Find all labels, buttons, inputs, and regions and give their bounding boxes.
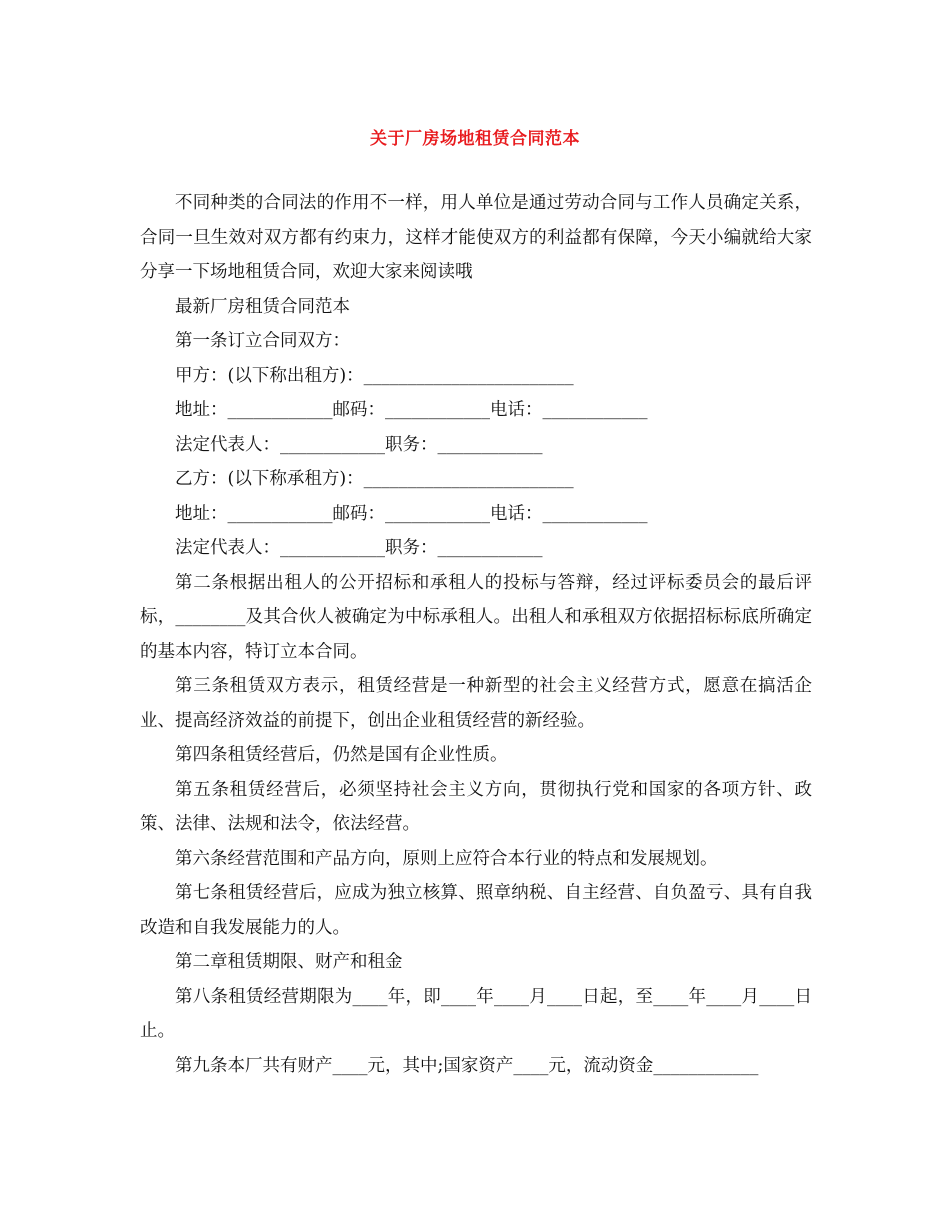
paragraph-article-6: 第六条经营范围和产品方向，原则上应符合本行业的特点和发展规划。 [175,848,718,869]
paragraph-article-7: 第七条租赁经营后，应成为独立核算、照章纳税、自主经营、自负盈亏、具有自我改造和自我发展能力的人。 [140,883,812,938]
paragraph-party-a: 甲方：(以下称出租方)：________________________ [175,365,574,386]
paragraph-article-4: 第四条租赁经营后，仍然是国有企业性质。 [175,745,508,765]
paragraph-article-5: 第五条租赁经营后，必须坚持社会主义方向，贯彻执行党和国家的各项方针、政策、法律、法规和法令，依法经营。 [140,779,812,834]
paragraph-article-1: 第一条订立合同双方： [175,331,350,351]
paragraph-party-b-representative: 法定代表人：____________职务：____________ [175,538,543,558]
paragraph-chapter-2: 第二章租赁期限、财产和租金 [175,952,403,972]
paragraph-article-9: 第九条本厂共有财产____元，其中;国家资产____元，流动资金____________ [175,1055,759,1076]
paragraph-article-8: 第八条租赁经营期限为____年，即____年____月____日起，至____年____月____日止。 [140,986,812,1041]
paragraph-heading-contract: 最新厂房租赁合同范本 [175,296,350,317]
paragraph-party-a-representative: 法定代表人：____________职务：____________ [175,434,543,455]
document-title: 关于厂房场地租赁合同范本 [370,129,580,149]
paragraph-intro: 不同种类的合同法的作用不一样，用人单位是通过劳动合同与工作人员确定关系，合同一旦生效对双方都有约束力，这样才能使双方的利益都有保障，今天小编就给大家分享一下场地租赁合同，欢迎大家来阅读哦 [140,193,812,282]
document-body [140,186,812,1083]
paragraph-article-3: 第三条租赁双方表示，租赁经营是一种新型的社会主义经营方式，愿意在搞活企业、提高经济效益的前提下，创出企业租赁经营的新经验。 [140,676,812,731]
paragraph-article-2: 第二条根据出租人的公开招标和承租人的投标与答辩，经过评标委员会的最后评标，________及其合伙人被确定为中标承租人。出租人和承租双方依据招标标底所确定的基本内容，特订立本合同。 [140,572,812,662]
paragraph-party-b-address: 地址：____________邮码：____________电话：____________ [175,503,648,524]
paragraph-party-a-address: 地址：____________邮码：____________电话：____________ [175,400,648,420]
paragraph-party-b: 乙方：(以下称承租方)：________________________ [175,469,574,489]
